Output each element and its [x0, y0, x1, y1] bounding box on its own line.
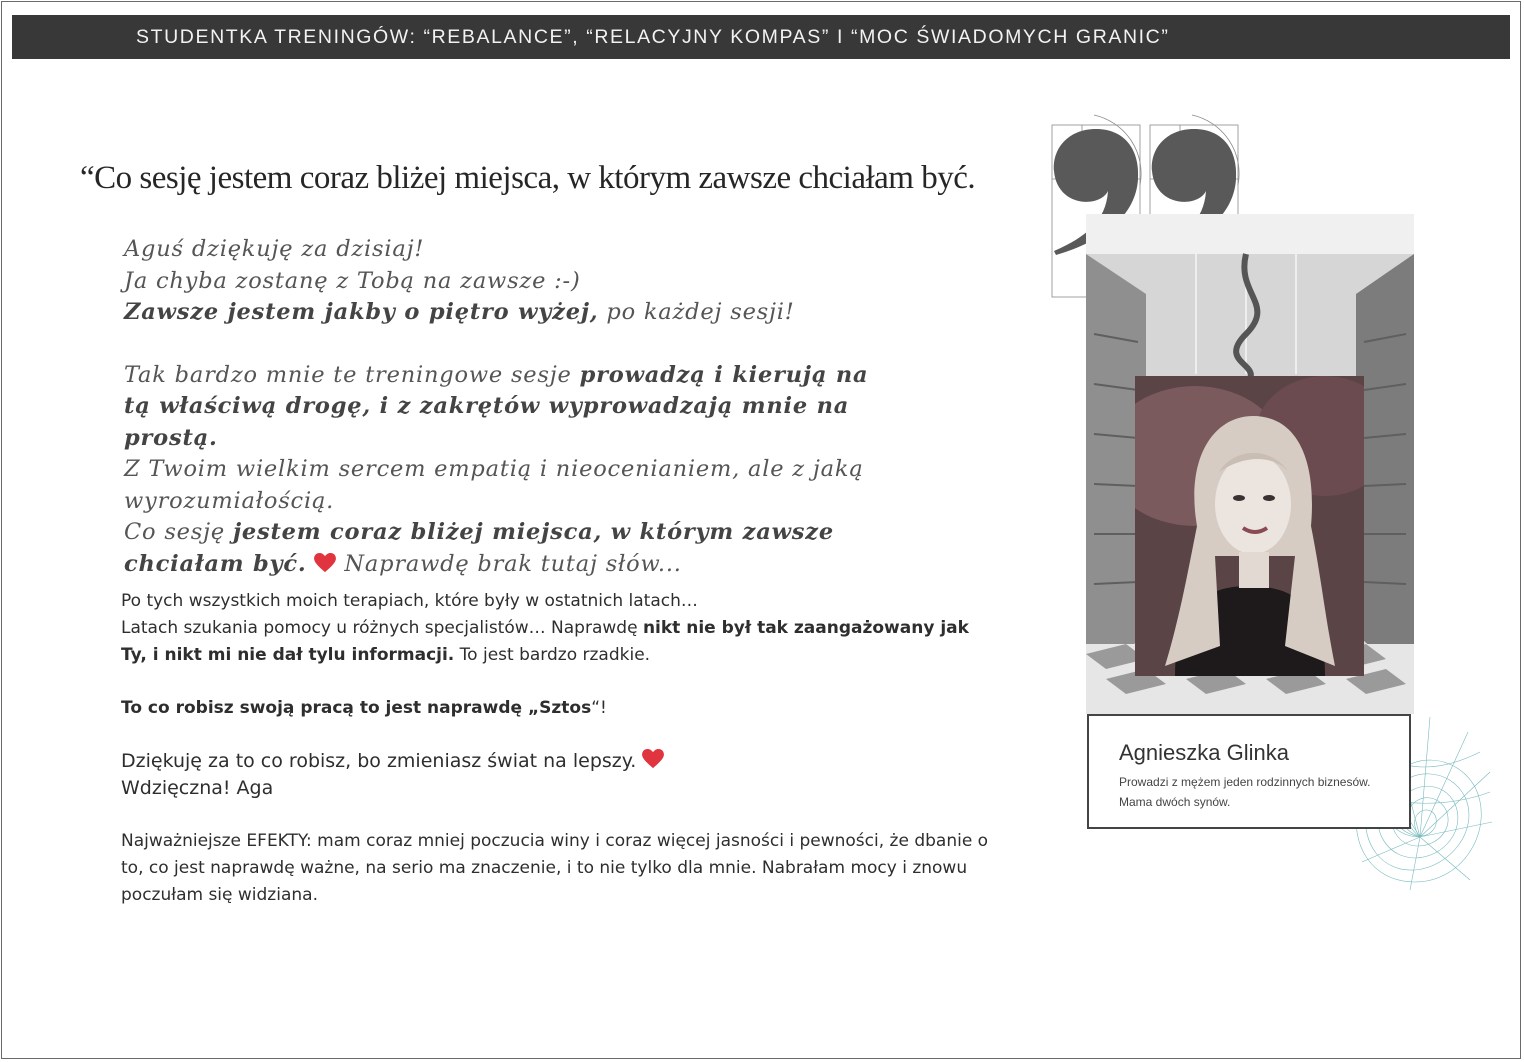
body-text: Dziękuję za to co robisz, bo zmieniasz świat na lepszy.	[121, 750, 637, 772]
person-name: Agnieszka Glinka	[1119, 740, 1289, 765]
body-line: Wdzięczna! Aga	[121, 777, 274, 799]
quote-line	[124, 297, 884, 329]
heart-icon	[642, 749, 664, 769]
quote-text: Naprawdę brak tutaj słów...	[336, 550, 682, 577]
quote-paragraph	[124, 517, 884, 580]
quote-emphasis: prowadzą i kierują na tą właściwą drogę, i z zakrętów wyprowadzają mnie na prostą.	[124, 361, 869, 451]
description-line: Mama dwóch synów.	[1119, 795, 1231, 809]
heart-icon	[314, 553, 336, 573]
quote-emphasis: Zawsze jestem jakby o piętro wyżej,	[124, 299, 599, 325]
body-emphasis: nikt nie był tak zaangażowany jak Ty, i nikt mi nie dał tylu informacji.	[121, 618, 969, 665]
testimonial-italic-quote	[124, 234, 884, 580]
caption-card	[1087, 714, 1411, 829]
banner-title: STUDENTKA TRENINGÓW: “REBALANCE”, “RELACYJNY KOMPAS” I “MOC ŚWIADOMYCH GRANIC”	[136, 26, 1170, 48]
quote-emphasis: jestem coraz bliżej miejsca, w którym zawsze chciałam być.	[124, 519, 834, 577]
header-banner	[12, 15, 1510, 59]
body-text: To jest bardzo rzadkie.	[454, 645, 651, 665]
testimonial-body	[121, 588, 991, 909]
body-paragraph	[121, 748, 991, 775]
body-text: “!	[591, 698, 607, 718]
quote-line: Ja chyba zostanę z Tobą na zawsze :-)	[124, 267, 581, 294]
body-paragraph	[121, 615, 991, 669]
portrait-photo	[1135, 376, 1364, 676]
body-paragraph	[121, 695, 991, 722]
quote-text: Tak bardzo mnie te treningowe sesje	[124, 361, 580, 388]
person-description	[1119, 772, 1409, 812]
description-line: Prowadzi z mężem jeden rodzinnych biznesów.	[1119, 775, 1371, 789]
quote-paragraph	[124, 360, 884, 455]
quote-line: Z Twoim wielkim sercem empatią i nieocenianiem, ale z jaką wyrozumiałością.	[124, 456, 864, 514]
body-text: Latach szukania pomocy u różnych specjalistów… Naprawdę	[121, 618, 643, 638]
body-line: Po tych wszystkich moich terapiach, które były w ostatnich latach…	[121, 591, 698, 611]
headline-quote: “Co sesję jestem coraz bliżej miejsca, w którym zawsze chciałam być.	[80, 160, 976, 196]
body-emphasis: To co robisz swoją pracą to jest naprawdę „Sztos	[121, 698, 592, 718]
quote-text: Co sesję	[124, 519, 233, 545]
quote-line: Aguś dziękuję za dzisiaj!	[124, 236, 425, 262]
quote-text: po każdej sesji!	[598, 299, 795, 325]
body-paragraph: Najważniejsze EFEKTY: mam coraz mniej poczucia winy i coraz więcej jasności i pewności, że dbanie o to, co jest naprawdę ważne, na serio ma znaczenie, i to nie tylko dla mnie. Nabrałam mocy i znowu poczułam się widziana.	[121, 831, 989, 905]
